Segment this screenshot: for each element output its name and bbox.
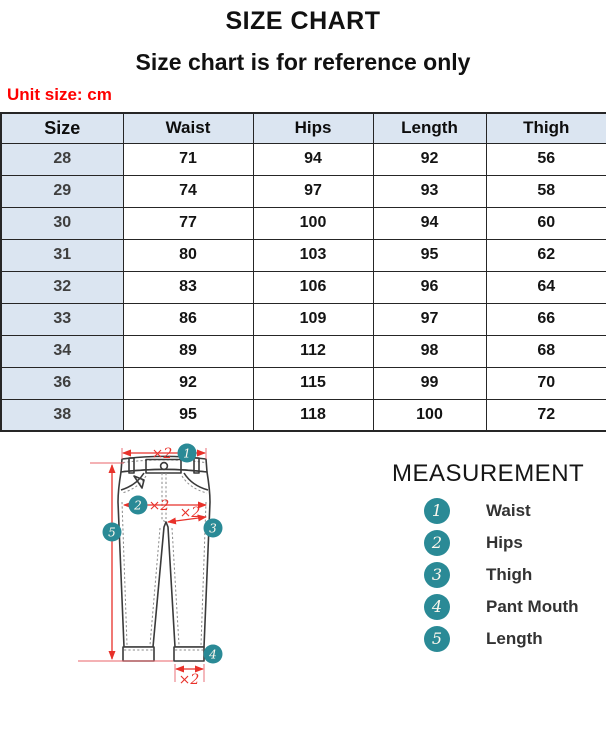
size-cell: 34 — [1, 335, 123, 367]
hips-multiplier-label: ×2 — [148, 498, 170, 514]
measurement-heading: MEASUREMENT — [392, 460, 585, 487]
value-cell: 106 — [253, 271, 373, 303]
value-cell: 72 — [486, 399, 606, 431]
size-cell: 38 — [1, 399, 123, 431]
size-cell: 30 — [1, 207, 123, 239]
value-cell: 66 — [486, 303, 606, 335]
legend-item-pant-mouth — [392, 591, 602, 623]
value-cell: 96 — [373, 271, 486, 303]
size-cell: 31 — [1, 239, 123, 271]
value-cell: 77 — [123, 207, 253, 239]
thigh-multiplier-label: ×2 — [179, 505, 201, 521]
pant-mouth-multiplier-label: ×2 — [178, 672, 200, 688]
value-cell: 103 — [253, 239, 373, 271]
value-cell: 60 — [486, 207, 606, 239]
number-5-badge-icon: 5 — [424, 626, 450, 652]
value-cell: 118 — [253, 399, 373, 431]
value-cell: 115 — [253, 367, 373, 399]
table-row — [1, 143, 606, 175]
column-header-thigh: Thigh — [486, 113, 606, 143]
number-1-badge-icon: 1 — [424, 498, 450, 524]
pants-measurement-diagram — [60, 432, 360, 712]
unit-note: Unit size: cm — [7, 85, 112, 104]
legend-label: Length — [486, 629, 543, 648]
size-cell: 28 — [1, 143, 123, 175]
size-cell: 33 — [1, 303, 123, 335]
pants-outline — [118, 456, 210, 661]
page-title: SIZE CHART — [225, 7, 381, 35]
value-cell: 97 — [253, 175, 373, 207]
value-cell: 99 — [373, 367, 486, 399]
table-row — [1, 271, 606, 303]
value-cell: 100 — [373, 399, 486, 431]
legend-item-waist — [392, 495, 602, 527]
size-cell: 36 — [1, 367, 123, 399]
size-cell: 32 — [1, 271, 123, 303]
value-cell: 56 — [486, 143, 606, 175]
legend-label: Thigh — [486, 565, 533, 584]
value-cell: 89 — [123, 335, 253, 367]
value-cell: 64 — [486, 271, 606, 303]
value-cell: 93 — [373, 175, 486, 207]
svg-text:4: 4 — [209, 647, 217, 662]
value-cell: 97 — [373, 303, 486, 335]
number-2-badge-icon: 2 — [424, 530, 450, 556]
table-row — [1, 367, 606, 399]
svg-text:5: 5 — [108, 525, 116, 540]
column-header-waist: Waist — [123, 113, 253, 143]
table-row — [1, 207, 606, 239]
value-cell: 95 — [373, 239, 486, 271]
value-cell: 74 — [123, 175, 253, 207]
size-cell: 29 — [1, 175, 123, 207]
value-cell: 94 — [373, 207, 486, 239]
value-cell: 98 — [373, 335, 486, 367]
measurement-panel — [392, 460, 602, 655]
value-cell: 100 — [253, 207, 373, 239]
value-cell: 58 — [486, 175, 606, 207]
table-row — [1, 335, 606, 367]
page-subtitle: Size chart is for reference only — [135, 49, 471, 75]
table-header-row — [1, 113, 606, 143]
table-row — [1, 399, 606, 431]
legend-item-length — [392, 623, 602, 655]
svg-text:2: 2 — [134, 498, 142, 513]
legend-label: Hips — [486, 533, 523, 552]
value-cell: 80 — [123, 239, 253, 271]
value-cell: 70 — [486, 367, 606, 399]
table-row — [1, 175, 606, 207]
value-cell: 92 — [123, 367, 253, 399]
column-header-size: Size — [1, 113, 123, 143]
value-cell: 92 — [373, 143, 486, 175]
bottom-section — [0, 432, 606, 725]
number-3-badge-icon: 3 — [424, 562, 450, 588]
waist-multiplier-label: ×2 — [151, 446, 173, 462]
value-cell: 62 — [486, 239, 606, 271]
measurement-legend — [392, 495, 602, 655]
value-cell: 109 — [253, 303, 373, 335]
value-cell: 86 — [123, 303, 253, 335]
column-header-hips: Hips — [253, 113, 373, 143]
value-cell: 71 — [123, 143, 253, 175]
number-4-badge-icon: 4 — [424, 594, 450, 620]
value-cell: 94 — [253, 143, 373, 175]
value-cell: 112 — [253, 335, 373, 367]
legend-label: Waist — [486, 501, 531, 520]
value-cell: 95 — [123, 399, 253, 431]
legend-label: Pant Mouth — [486, 597, 579, 616]
legend-item-thigh — [392, 559, 602, 591]
size-table-body — [1, 143, 606, 431]
size-table — [0, 112, 606, 432]
table-row — [1, 239, 606, 271]
svg-text:1: 1 — [183, 446, 191, 461]
legend-item-hips — [392, 527, 602, 559]
value-cell: 68 — [486, 335, 606, 367]
svg-text:3: 3 — [209, 521, 217, 536]
table-row — [1, 303, 606, 335]
column-header-length: Length — [373, 113, 486, 143]
value-cell: 83 — [123, 271, 253, 303]
